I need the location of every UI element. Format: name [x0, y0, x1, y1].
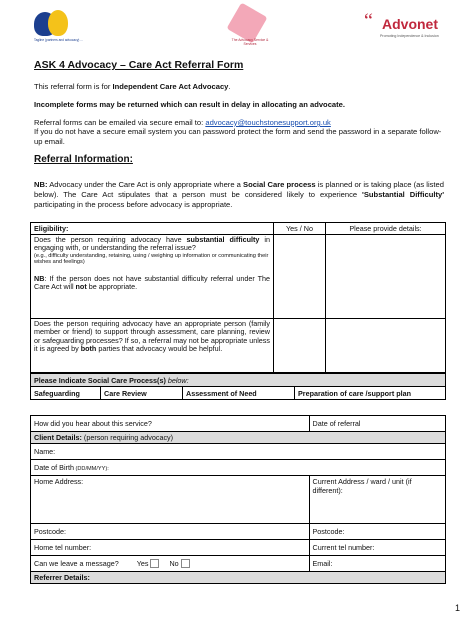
name-label: Name: [34, 447, 56, 456]
q2-text-b: parties that advocacy would be helpful. [96, 344, 223, 354]
nb-bold-1: Social Care process [243, 180, 316, 189]
eligibility-header: Eligibility: [31, 223, 274, 235]
current-address-field[interactable] [309, 476, 445, 524]
leave-message-label: Can we leave a message? [34, 558, 119, 568]
details-header: Please provide details: [326, 223, 446, 235]
question-1-nb [34, 275, 270, 292]
dob-format: (DD/MM/YY): [73, 465, 109, 472]
advonet-name: Advonet [382, 16, 438, 32]
q1-nb-text-b: be appropriate. [86, 282, 138, 292]
logo-center-text: The Advocacy Service & Services [231, 38, 269, 46]
q2-bold: both [80, 344, 97, 354]
advocacy-service-logo [222, 6, 272, 52]
current-postcode-field[interactable] [309, 524, 445, 540]
current-tel-label: Current tel number: [312, 543, 375, 552]
nb-bold-2: 'Substantial Difficulty' [362, 190, 444, 199]
social-care-process-table [30, 373, 446, 400]
process-option-safeguarding[interactable] [31, 387, 101, 400]
q1-text-a: Does the person requiring advocacy have [34, 235, 187, 244]
page-number: 1 [454, 603, 460, 613]
yes-no-header: Yes / No [274, 223, 326, 235]
client-dob-field[interactable] [31, 460, 446, 476]
q1-nb-text-a: : If the person does not have substantial difficulty referral under The Care Act will [34, 274, 270, 292]
advonet-tagline: Promoting Independence & Inclusion [380, 34, 439, 38]
process-option-label: Safeguarding [34, 388, 80, 398]
client-name-field[interactable] [31, 444, 446, 460]
yes-checkbox[interactable] [150, 559, 159, 568]
client-details-table [30, 415, 446, 584]
process-option-label: Preparation of care /support plan [298, 388, 412, 398]
logo-left-tagline: Tagline (partners and advocacy) ... [34, 38, 83, 42]
postcode-label: Postcode: [34, 527, 66, 536]
process-option-care-plan[interactable] [295, 387, 446, 400]
client-details-label: Client Details: [34, 433, 82, 442]
eligibility-table [30, 222, 446, 373]
intro-warning: Incomplete forms may be returned which can result in delay in allocating an advocate. [34, 100, 346, 109]
question-1-yes-no-field[interactable] [274, 235, 326, 319]
no-checkbox[interactable] [181, 559, 190, 568]
question-1-text [34, 236, 270, 253]
postcode-label: Postcode: [312, 527, 345, 536]
date-of-referral-label: Date of referral [312, 419, 361, 428]
home-address-label: Home Address: [34, 477, 84, 486]
heard-about-service-field[interactable] [31, 416, 310, 432]
process-option-assessment[interactable] [183, 387, 295, 400]
home-tel-label: Home tel number: [34, 543, 92, 552]
process-option-care-review[interactable] [101, 387, 183, 400]
process-option-label: Care Review [104, 388, 147, 398]
intro-line-1-bold: Independent Care Act Advocacy [112, 82, 229, 91]
q1-nb-bold: not [75, 282, 87, 292]
yes-label: Yes [136, 558, 149, 568]
home-address-field[interactable] [31, 476, 310, 524]
email-label: Email: [312, 559, 333, 568]
advocacy-email-link[interactable]: advocacy@touchstonesupport.org.uk [205, 118, 331, 127]
client-details-heading [31, 432, 446, 444]
process-option-label: Assessment of Need [186, 388, 257, 398]
intro-line-1 [34, 82, 444, 92]
eligibility-question-1 [31, 235, 274, 319]
eligibility-question-2 [31, 319, 274, 373]
q1-bold: substantial difficulty [186, 235, 260, 244]
no-label: No [169, 558, 179, 568]
nb-text-2: is planned or is taking place (as listed below). The Care Act stipulates that a person must be considered likely to experience [34, 180, 444, 199]
q2-text-a: Does the person requiring advocacy have an appropriate person (family member or friend) to support through assessment, care planning, review or safeguarding processes? If so, a referral may not be appropriate unless it is agreed by [34, 319, 270, 354]
client-details-sub: (person requiring advocacy) [81, 433, 174, 442]
referrer-details-heading [31, 572, 446, 584]
home-postcode-field[interactable] [31, 524, 310, 540]
touchstone-logo [30, 10, 126, 48]
question-1-details-field[interactable] [326, 235, 446, 319]
question-2-details-field[interactable] [326, 319, 446, 373]
nb-paragraph [34, 180, 444, 210]
email-instruction: Referral forms can be emailed via secure email to: [34, 118, 206, 127]
current-address-label: Current Address / ward / unit (if different): [312, 477, 412, 495]
intro-line-1-text: This referral form is for [34, 82, 113, 91]
intro-password-note: If you do not have a secure email system you can password protect the form and send the password in a separate follow-up email. [34, 127, 442, 146]
intro-line-1-suffix: . [228, 82, 231, 91]
date-of-referral-field[interactable] [309, 416, 445, 432]
nb-text-1: Advocacy under the Care Act is only appropriate where a [47, 180, 243, 189]
home-tel-field[interactable] [31, 540, 310, 556]
dob-label: Date of Birth [34, 462, 74, 472]
referral-information-heading: Referral Information: [34, 154, 133, 165]
question-2-yes-no-field[interactable] [274, 319, 326, 373]
process-heading-text: Please Indicate Social Care Process(s) [34, 375, 166, 385]
process-heading [31, 374, 446, 387]
q1-nb-label: NB [34, 274, 45, 283]
leave-message-field [31, 556, 310, 572]
current-tel-field[interactable] [309, 540, 445, 556]
question-1-examples: (e.g., difficulty understanding, retaining, using / weighing up information or communicating their wishes and feelings) [34, 252, 269, 266]
heard-about-label: How did you hear about this service? [34, 419, 152, 428]
question-2-text [34, 320, 270, 354]
logo-shape-yellow [48, 10, 68, 36]
advonet-logo [364, 10, 454, 44]
quote-mark-icon: “ [364, 10, 373, 32]
referrer-details-label: Referrer Details: [34, 573, 90, 582]
nb-label: NB: [34, 180, 48, 189]
form-title: ASK 4 Advocacy – Care Act Referral Form [34, 59, 244, 71]
process-heading-italic: below: [165, 375, 189, 385]
email-field[interactable] [309, 556, 445, 572]
nb-text-3: participating in the process before advocacy is appropriate. [34, 200, 233, 209]
q1-text-b: in engaging with, or understanding the referral issue? [34, 235, 270, 253]
